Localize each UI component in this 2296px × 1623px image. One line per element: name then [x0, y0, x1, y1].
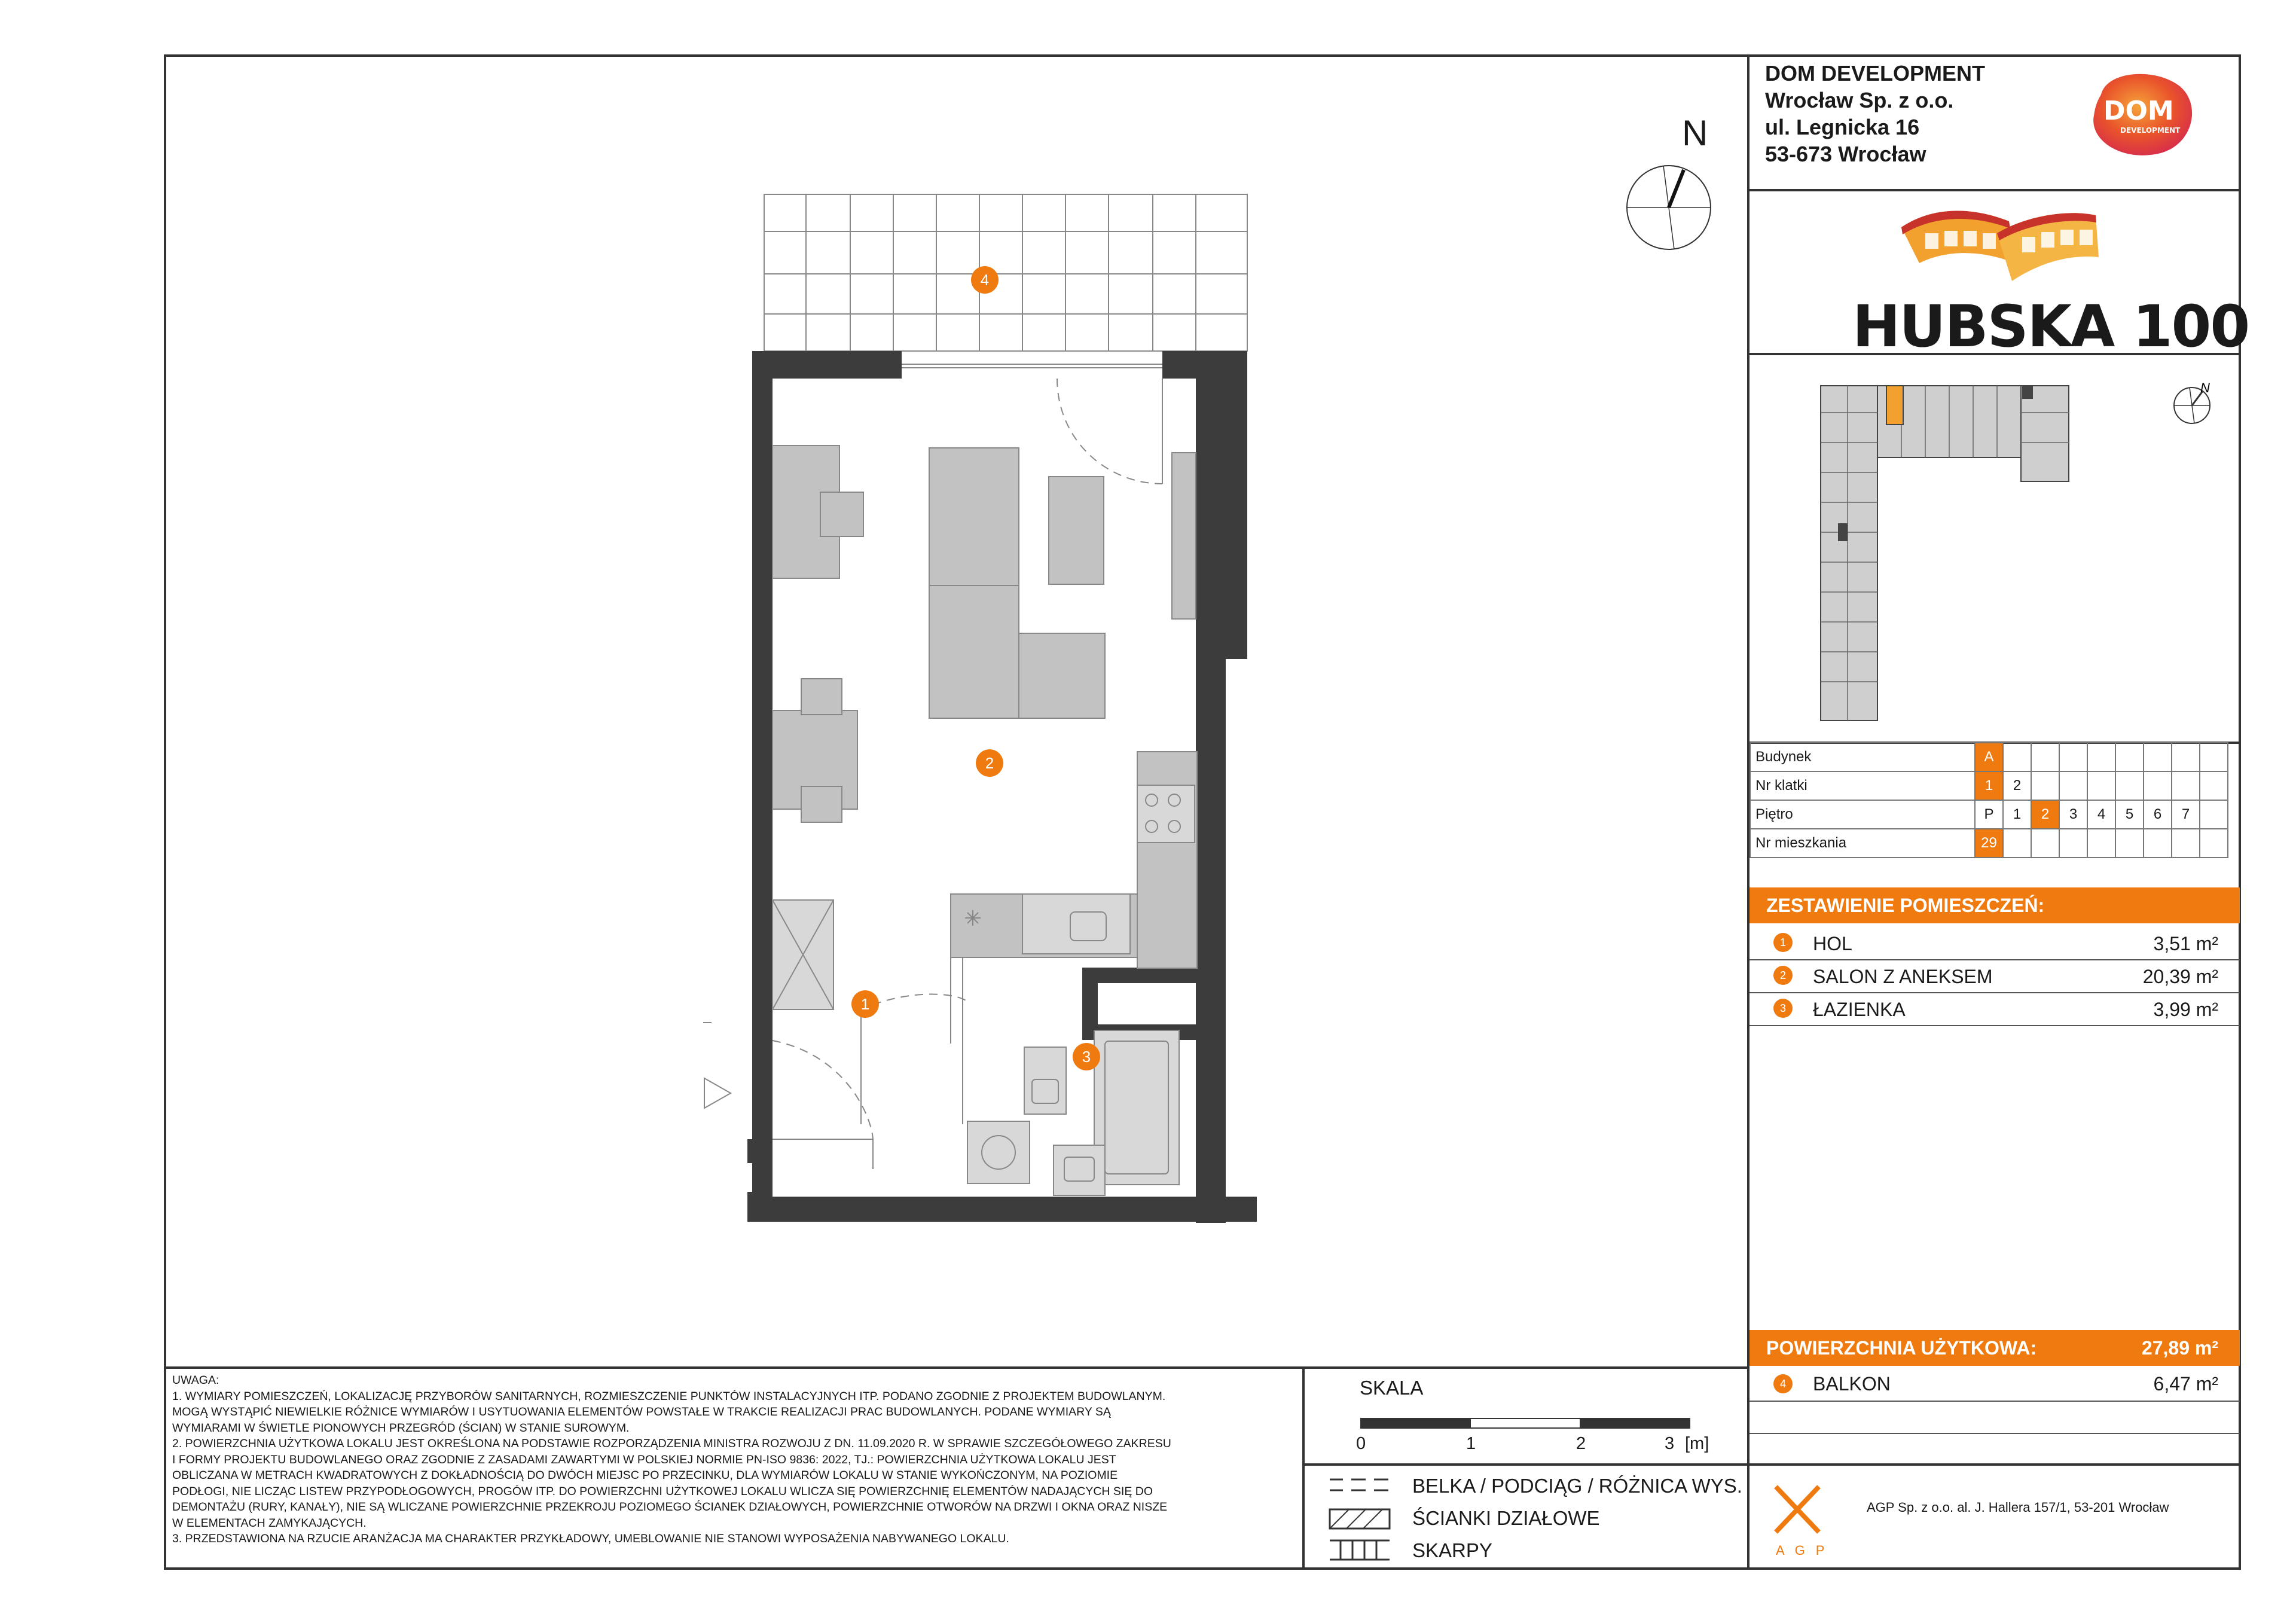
note-line: OBLICZANA W METRACH KWADRATOWYCH Z DOKŁADNOŚCIĄ DO DWÓCH MIEJSC PO PRZECINKU, DLA WYMIARÓW LOKALU W STANIE WYKOŃCZONYM, NA POZIOMIE	[172, 1469, 1118, 1482]
note-line: MOGĄ WYSTĄPIĆ NIEWIELKIE RÓŻNICE WYMIARÓW I USYTUOWANIA ELEMENTÓW POWSTAŁE W TRAKCIE REALIZACJI PRAC BUDOWLANYCH. PODANE WYMIARY SĄ	[172, 1405, 1111, 1418]
legend-label: ŚCIANKI DZIAŁOWE	[1412, 1507, 1600, 1529]
note-line: W ELEMENTACH ZAMYKAJĄCYCH.	[172, 1516, 367, 1530]
scale-tick: 1	[1466, 1434, 1476, 1453]
legend-label: BELKA / PODCIĄG / RÓŻNICA WYS.	[1412, 1475, 1742, 1497]
notes-block	[172, 1372, 1296, 1547]
room-row	[1750, 927, 2240, 959]
apartment-location-table	[1750, 742, 2228, 858]
room-number-badge: 3	[1773, 999, 1793, 1018]
company-address	[1765, 60, 1985, 167]
svg-text:N: N	[2200, 380, 2210, 395]
total-area-bar	[1750, 1330, 2240, 1366]
svg-text:DOM: DOM	[2103, 96, 2174, 126]
scale-unit: [m]	[1685, 1434, 1709, 1453]
agp-address: AGP Sp. z o.o. al. J. Hallera 157/1, 53-201 Wrocław	[1867, 1500, 2169, 1515]
table-row	[1750, 829, 2228, 858]
note-line: 2. POWIERZCHNIA UŻYTKOWA LOKALU JEST OKREŚLONA NA PODSTAWIE ROZPORZĄDZENIA MINISTRA ROZWOJU Z DN. 11.09.2020 R. W SPRAWIE SZCZEGÓŁOWEGO ZAKRESU	[172, 1437, 1171, 1450]
scale-title: SKALA	[1360, 1377, 1424, 1399]
floor-plan	[676, 188, 1262, 1223]
table-cell: 6	[2144, 800, 2172, 829]
table-cell: A	[1975, 743, 2003, 771]
balcony-row	[1750, 1368, 2240, 1401]
table-row	[1750, 800, 2228, 829]
legend-label: SKARPY	[1412, 1539, 1492, 1561]
project-title: HUBSKA 100	[1852, 293, 2249, 360]
room-name: HOL	[1813, 933, 1852, 954]
note-line: 1. WYMIARY POMIESZCZEŃ, LOKALIZACJĘ PRZYBORÓW SANITARNYCH, ROZMIESZCZENIE PUNKTÓW INSTALACYJNYCH ITP. PODANO ZGODNIE Z PROJEKTEM BUDOWLANYM.	[172, 1389, 1166, 1403]
table-cell: 1	[2003, 800, 2031, 829]
svg-text:A G P: A G P	[1776, 1543, 1825, 1558]
compass-icon	[1624, 163, 1714, 252]
company-line: DOM DEVELOPMENT	[1765, 61, 1986, 86]
room-area: 3,51 m²	[2153, 933, 2218, 954]
note-line: UWAGA:	[172, 1374, 219, 1387]
agp-logo	[1771, 1482, 1825, 1560]
total-area-label: POWIERZCHNIA UŻYTKOWA:	[1766, 1337, 2037, 1359]
room-area: 20,39 m²	[2142, 966, 2218, 987]
note-line: PODŁOGI, NIE LICZĄC LISTEW PRZYPODŁOGOWYCH, PROGÓW ITP. DO POWIERZCHNI UŻYTKOWEJ LOKALU WLICZA SIĘ POWIERZCHNIĘ ELEMENTÓW NADAJĄCYCH SIĘ DO	[172, 1484, 1153, 1498]
table-cell: 4	[2087, 800, 2115, 829]
legend-beam-symbol	[1329, 1476, 1394, 1494]
table-cell: 7	[2172, 800, 2200, 829]
scale-bar	[1357, 1417, 1692, 1435]
room-number-badge: 2	[1773, 966, 1793, 985]
table-cell: 2	[2031, 800, 2059, 829]
table-row	[1750, 743, 2228, 771]
north-label: N	[1682, 113, 1708, 153]
room-number-badge: 1	[1773, 933, 1793, 952]
table-cell: 1	[1975, 771, 2003, 800]
room-name: SALON Z ANEKSEM	[1813, 966, 1993, 987]
building-key-plan	[1806, 377, 2093, 724]
scale-tick: 3	[1665, 1434, 1675, 1453]
scale-legend-divider	[1302, 1463, 1748, 1466]
row-divider	[1750, 1025, 2240, 1026]
total-area-value: 27,89 m²	[2141, 1337, 2218, 1359]
plan-room-label: 4	[971, 266, 999, 294]
company-line: Wrocław Sp. z o.o.	[1765, 88, 1954, 112]
key-plan-compass	[2170, 377, 2218, 431]
plan-room-label: 1	[851, 990, 879, 1018]
room-area: 6,47 m²	[2153, 1373, 2218, 1395]
table-cell: 29	[1975, 829, 2003, 858]
scale-tick: 2	[1576, 1434, 1586, 1453]
scale-divider	[1302, 1366, 1305, 1570]
row-divider	[1750, 959, 2240, 960]
room-row	[1750, 993, 2240, 1025]
note-line: I FORMY PROJEKTU BUDOWLANEGO ORAZ ZGODNIE Z ZASADAMI ZAWARTYMI W POLSKIEJ NORMIE PN-ISO 9836: 2022, TJ.: POWIERZCHNIA UŻYTKOWA LOKALU JEST	[172, 1453, 1116, 1466]
row-label: Nr klatki	[1750, 771, 1975, 800]
note-line: 3. PRZEDSTAWIONA NA RZUCIE ARANŻACJA MA CHARAKTER PRZYKŁADOWY, UMEBLOWANIE NIE STANOWI WYPOSAŻENIA NABYWANEGO LOKALU.	[172, 1532, 1009, 1545]
rooms-header-label: ZESTAWIENIE POMIESZCZEŃ:	[1766, 895, 2045, 916]
row-label: Nr mieszkania	[1750, 829, 1975, 858]
row-divider	[1750, 992, 2240, 993]
table-cell: P	[1975, 800, 2003, 829]
room-number-badge: 4	[1773, 1374, 1793, 1393]
svg-text:DEVELOPMENT: DEVELOPMENT	[2120, 126, 2181, 135]
table-cell: 2	[2003, 771, 2031, 800]
notes-divider	[164, 1366, 1748, 1369]
plan-room-label: 3	[1073, 1043, 1100, 1070]
note-line: DEMONTAŻU (RURY, KANAŁY), NIE SĄ WLICZANE POWIERZCHNIE PRZEKROJU POZIOMEGO ŚCIANEK DZIAŁOWYCH, POWIERZCHNIE OTWORÓW NA DRZWI I OKNA ORAZ NISZE	[172, 1500, 1168, 1514]
row-label: Budynek	[1750, 743, 1975, 771]
footer-divider	[1747, 1463, 2241, 1466]
room-name: BALKON	[1813, 1373, 1891, 1395]
note-line: WYMIARAMI W ŚWIETLE PIONOWYCH PRZEGRÓD (ŚCIAN) W STANIE SUROWYM.	[172, 1421, 630, 1435]
film-strip-logo	[1889, 197, 2105, 287]
table-cell: 3	[2059, 800, 2087, 829]
table-cell: 5	[2115, 800, 2144, 829]
room-row	[1750, 960, 2240, 992]
balcony-tiles	[764, 194, 1247, 351]
rooms-header	[1750, 887, 2240, 923]
scale-tick: 0	[1356, 1434, 1366, 1453]
room-name: ŁAZIENKA	[1813, 999, 1906, 1020]
company-line: 53-673 Wrocław	[1765, 142, 1926, 166]
row-divider	[1750, 1401, 2240, 1402]
row-divider	[1750, 1433, 2240, 1434]
room-area: 3,99 m²	[2153, 999, 2218, 1020]
legend-slope-symbol	[1329, 1538, 1394, 1562]
plan-room-label: 2	[976, 749, 1003, 777]
table-row	[1750, 771, 2228, 800]
dom-development-logo	[2083, 71, 2203, 160]
company-divider	[1747, 189, 2241, 191]
legend-partition-symbol	[1329, 1507, 1394, 1531]
row-label: Piętro	[1750, 800, 1975, 829]
company-line: ul. Legnicka 16	[1765, 115, 1920, 139]
